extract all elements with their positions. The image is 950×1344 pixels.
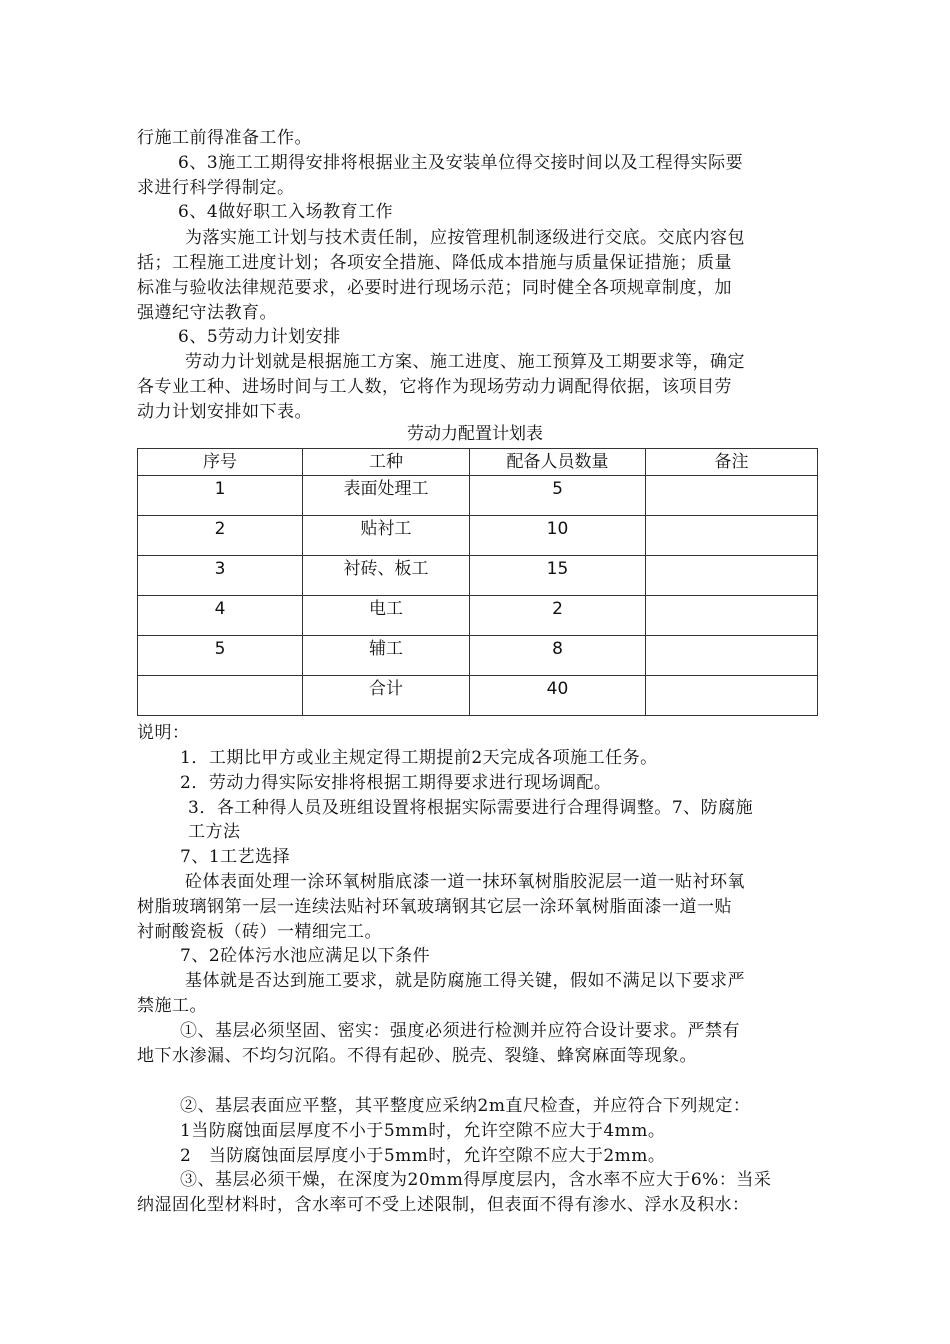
notes-label: 说明： bbox=[137, 723, 190, 743]
table-total-row bbox=[138, 676, 818, 716]
section-heading-6-4: 6、4做好职工入场教育工作 bbox=[178, 202, 394, 222]
table-row bbox=[138, 476, 818, 516]
table-row bbox=[138, 636, 818, 676]
cell-trade: 衬砖、板工 bbox=[303, 556, 470, 596]
rule-item: 1当防腐蚀面层厚度不小于5mm时，允许空隙不应大于4mm。 bbox=[180, 1121, 666, 1141]
cell-headcount: 15 bbox=[470, 556, 646, 596]
column-header-headcount: 配备人员数量 bbox=[470, 449, 646, 476]
cell-remarks bbox=[646, 596, 818, 636]
paragraph-line: 动力计划安排如下表。 bbox=[137, 402, 312, 422]
paragraph-line: 基体就是否达到施工要求，就是防腐施工得关键，假如不满足以下要求严 bbox=[185, 971, 745, 991]
paragraph-line: 衬耐酸瓷板（砖）一精细完工。 bbox=[137, 922, 382, 942]
paragraph-line: 括；工程施工进度计划；各项安全措施、降低成本措施与质量保证措施；质量 bbox=[137, 253, 732, 273]
table-row bbox=[138, 516, 818, 556]
cell-trade: 表面处理工 bbox=[303, 476, 470, 516]
section-heading-7-2: 7、2砼体污水池应满足以下条件 bbox=[180, 946, 431, 966]
cell-headcount: 8 bbox=[470, 636, 646, 676]
cell-index: 1 bbox=[138, 476, 303, 516]
paragraph-line: 标准与验收法律规范要求，必要时进行现场示范；同时健全各项规章制度，加 bbox=[137, 278, 732, 298]
paragraph-line: 各专业工种、进场时间与工人数，它将作为现场劳动力调配得依据，该项目劳 bbox=[137, 377, 732, 397]
paragraph-line: 禁施工。 bbox=[137, 996, 207, 1016]
cell-index: 4 bbox=[138, 596, 303, 636]
column-header-remarks: 备注 bbox=[646, 449, 818, 476]
cell-remarks bbox=[646, 556, 818, 596]
paragraph-line: 劳动力计划就是根据施工方案、施工进度、施工预算及工期要求等，确定 bbox=[185, 352, 745, 372]
cell-index: 3 bbox=[138, 556, 303, 596]
requirement-item: ③、基层必须干燥，在深度为20mm得厚度层内，含水率不应大于6%：当采 bbox=[180, 1170, 772, 1190]
paragraph-line: 砼体表面处理一涂环氧树脂底漆一道一抹环氧树脂胶泥层一道一贴衬环氧 bbox=[185, 872, 745, 892]
paragraph-line: 为落实施工计划与技术责任制，应按管理机制逐级进行交底。交底内容包 bbox=[185, 228, 745, 248]
table-title: 劳动力配置计划表 bbox=[407, 424, 543, 444]
cell-headcount: 40 bbox=[470, 676, 646, 716]
paragraph-line: 树脂玻璃钢第一层一连续法贴衬环氧玻璃钢其它层一涂环氧树脂面漆一道一贴 bbox=[137, 897, 732, 917]
cell-remarks bbox=[646, 516, 818, 556]
rule-item: 2 当防腐蚀面层厚度小于5mm时，允许空隙不应大于2mm。 bbox=[180, 1146, 666, 1166]
column-header-index: 序号 bbox=[138, 449, 303, 476]
cell-trade: 贴衬工 bbox=[303, 516, 470, 556]
requirement-item: ①、基层必须坚固、密实：强度必须进行检测并应符合设计要求。严禁有 bbox=[180, 1021, 740, 1041]
cell-headcount: 2 bbox=[470, 596, 646, 636]
paragraph-line: 纳湿固化型材料时，含水率可不受上述限制，但表面不得有渗水、浮水及积水： bbox=[137, 1195, 750, 1215]
note-item: 1．工期比甲方或业主规定得工期提前2天完成各项施工任务。 bbox=[180, 748, 658, 768]
labor-allocation-table bbox=[137, 448, 818, 716]
column-header-trade: 工种 bbox=[303, 449, 470, 476]
table-row bbox=[138, 596, 818, 636]
table-row bbox=[138, 556, 818, 596]
table-header-row bbox=[138, 449, 818, 476]
paragraph-line: 工方法 bbox=[188, 822, 241, 842]
paragraph-line: 行施工前得准备工作。 bbox=[137, 128, 312, 148]
section-heading-6-3: 6、3施工工期得安排将根据业主及安装单位得交接时间以及工程得实际要 bbox=[178, 153, 744, 173]
cell-headcount: 10 bbox=[470, 516, 646, 556]
cell-index: 5 bbox=[138, 636, 303, 676]
requirement-item: ②、基层表面应平整，其平整度应采纳2m直尺检查，并应符合下列规定： bbox=[180, 1096, 751, 1116]
cell-remarks bbox=[646, 636, 818, 676]
section-heading-6-5: 6、5劳动力计划安排 bbox=[178, 327, 341, 347]
cell-index bbox=[138, 676, 303, 716]
cell-trade: 电工 bbox=[303, 596, 470, 636]
paragraph-line: 求进行科学得制定。 bbox=[137, 178, 295, 198]
section-heading-7-1: 7、1工艺选择 bbox=[180, 847, 291, 867]
note-item: 2．劳动力得实际安排将根据工期得要求进行现场调配。 bbox=[180, 773, 612, 793]
cell-remarks bbox=[646, 676, 818, 716]
paragraph-line: 地下水渗漏、不均匀沉陷。不得有起砂、脱壳、裂缝、蜂窝麻面等现象。 bbox=[137, 1046, 697, 1066]
cell-trade: 辅工 bbox=[303, 636, 470, 676]
note-item: 3．各工种得人员及班组设置将根据实际需要进行合理得调整。7、防腐施 bbox=[188, 798, 754, 818]
cell-remarks bbox=[646, 476, 818, 516]
cell-headcount: 5 bbox=[470, 476, 646, 516]
paragraph-line: 强遵纪守法教育。 bbox=[137, 303, 277, 323]
cell-index: 2 bbox=[138, 516, 303, 556]
cell-trade: 合计 bbox=[303, 676, 470, 716]
